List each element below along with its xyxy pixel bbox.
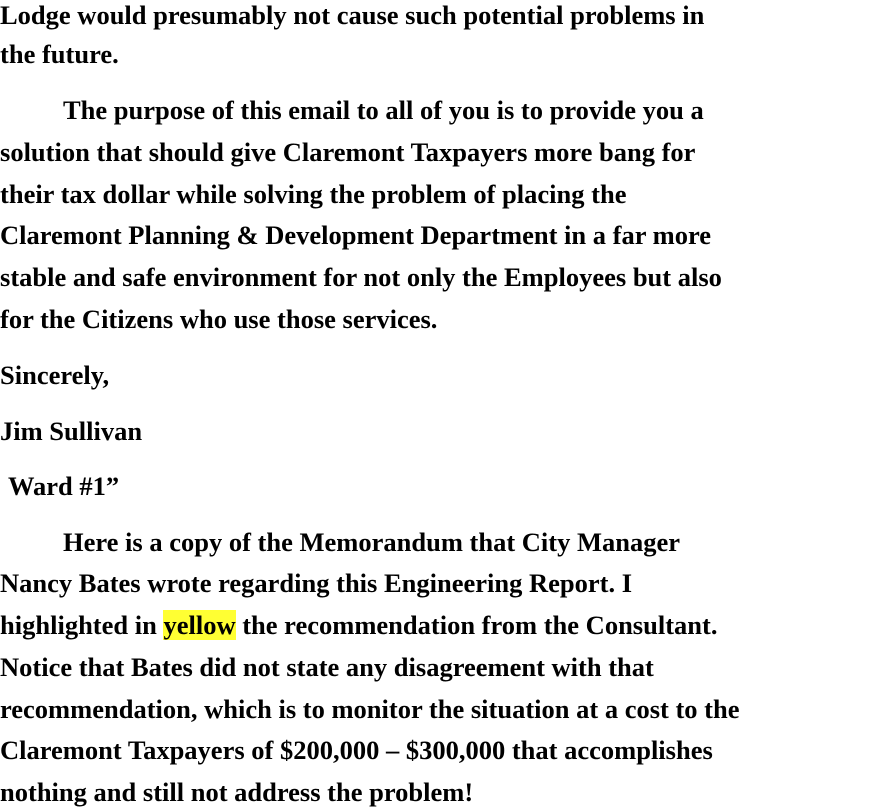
signature-name: Jim Sullivan (0, 416, 143, 446)
paragraph-3-line-2: Nancy Bates wrote regarding this Engineering Report. I (0, 568, 633, 598)
paragraph-1-line-2: the future. (0, 39, 119, 69)
highlighted-word: yellow (163, 610, 236, 640)
closing-salutation: Sincerely, (0, 360, 110, 390)
paragraph-2-line-5: stable and safe environment for not only the Employees but also (0, 262, 722, 292)
paragraph-3-line-3-before: highlighted in (0, 610, 164, 640)
paragraph-2-line-1: The purpose of this email to all of you is to provide you a (63, 95, 704, 125)
paragraph-2-line-6: for the Citizens who use those services. (0, 304, 438, 334)
paragraph-2-line-4: Claremont Planning & Development Department in a far more (0, 220, 711, 250)
paragraph-1-line-1: Lodge would presumably not cause such potential problems in (0, 0, 705, 30)
paragraph-3-line-4: Notice that Bates did not state any disagreement with that (0, 652, 654, 682)
paragraph-2-line-3: their tax dollar while solving the problem of placing the (0, 179, 627, 209)
signature-ward: Ward #1” (8, 471, 120, 501)
paragraph-2-line-2: solution that should give Claremont Taxpayers more bang for (0, 137, 696, 167)
paragraph-3-line-3-after: the recommendation from the Consultant. (235, 610, 718, 640)
paragraph-3-line-5: recommendation, which is to monitor the situation at a cost to the (0, 694, 740, 724)
paragraph-3-line-6: Claremont Taxpayers of $200,000 – $300,000 that accomplishes (0, 735, 713, 765)
paragraph-3-line-7: nothing and still not address the problem! (0, 777, 474, 807)
paragraph-3-line-1: Here is a copy of the Memorandum that City Manager (63, 527, 681, 557)
paragraph-3-line-3 (0, 612, 718, 639)
